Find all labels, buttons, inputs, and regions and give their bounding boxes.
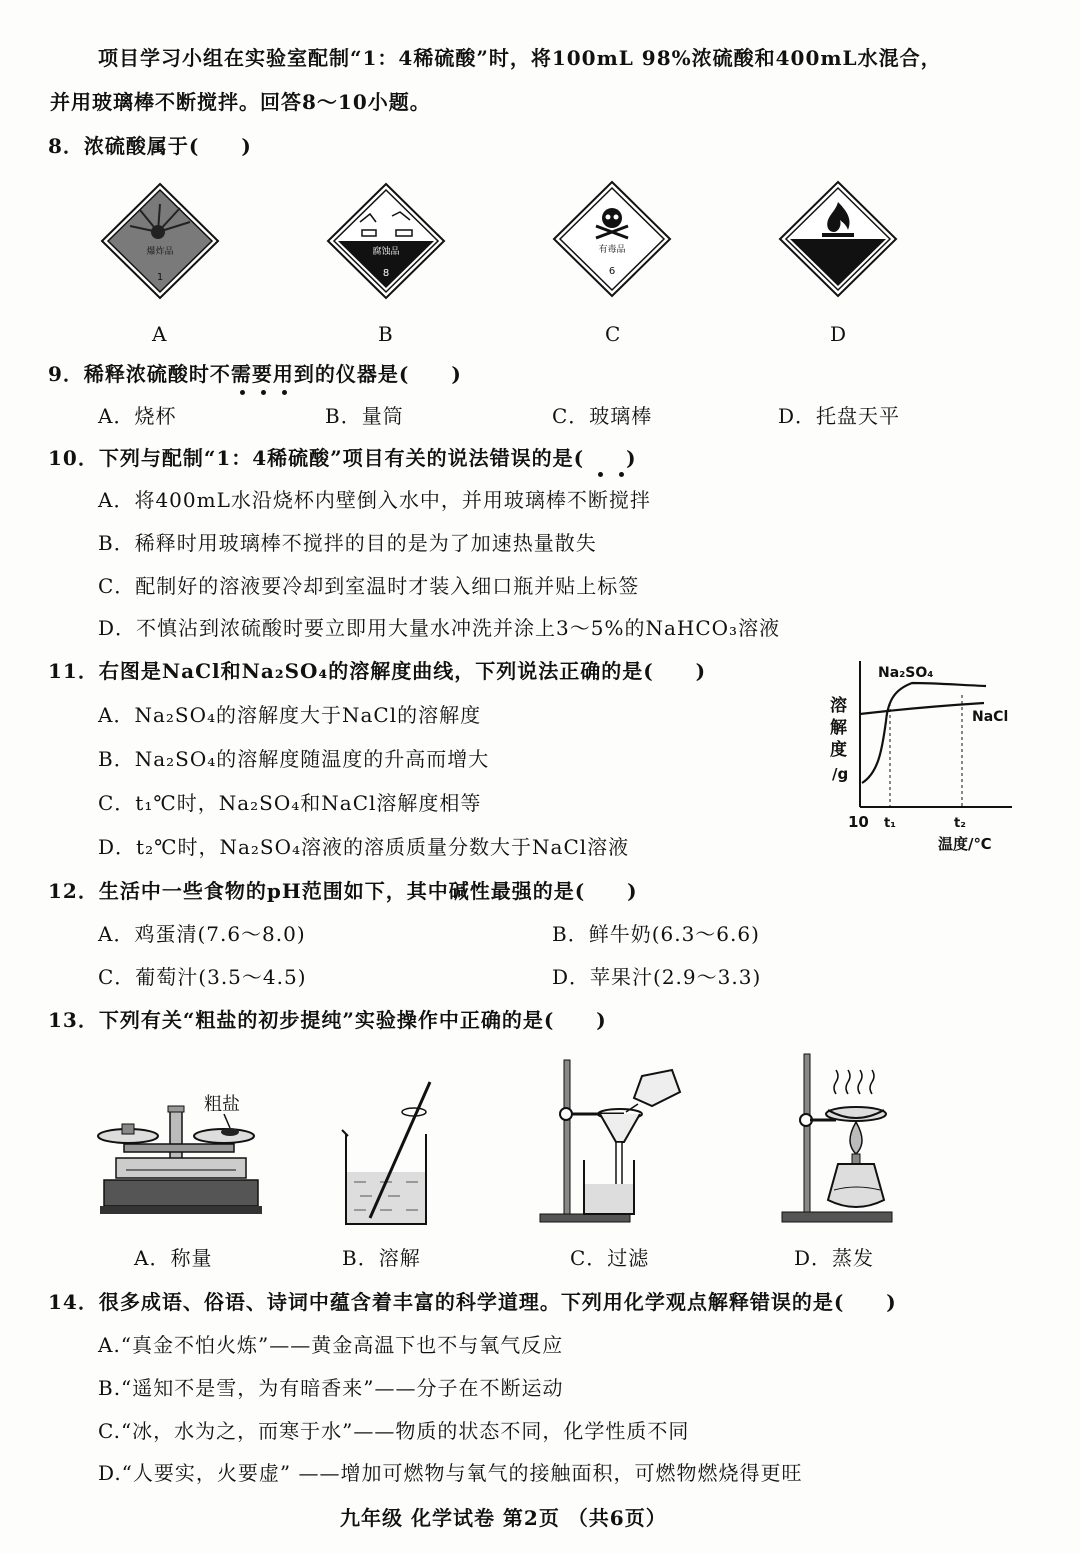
q10-option-a: A．将400mL水沿烧杯内壁倒入水中，并用玻璃棒不断搅拌 [98, 488, 651, 512]
emphasis-dots [598, 472, 628, 478]
q10-option-b: B．稀释时用玻璃棒不搅拌的目的是为了加速热量散失 [98, 531, 597, 555]
sign-b-number: 8 [382, 268, 390, 279]
q13-option-d: D．蒸发 [794, 1246, 875, 1270]
x-tick-t2: t₂ [954, 816, 966, 831]
q8-label-b: B [378, 322, 393, 346]
chart-xlabel: 温度/℃ [938, 835, 992, 853]
chart-ylabel-3: 度 [830, 740, 847, 760]
sign-b-text: 腐蚀品 [372, 247, 400, 257]
q8-label-d: D [830, 322, 847, 346]
emphasis-dots [240, 390, 300, 396]
x-tick-10: 10 [848, 813, 869, 831]
q13-option-b: B．溶解 [342, 1246, 421, 1270]
coarse-salt-label: 粗盐 [204, 1094, 240, 1115]
q14-option-d: D.“人要实，火要虚” ——增加可燃物与氧气的接触面积，可燃物燃烧得更旺 [98, 1461, 803, 1485]
q11-option-b: B．Na₂SO₄的溶解度随温度的升高而增大 [98, 747, 490, 771]
chart-ylabel-4: /g [832, 765, 849, 783]
sign-a-text: 爆炸品 [146, 247, 174, 257]
q8-label-c: C [605, 322, 621, 346]
q10-stem: 10．下列与配制“1：4稀硫酸”项目有关的说法错误的是( ) [48, 446, 637, 470]
balance-scale-icon [96, 1088, 266, 1228]
q13-option-c: C．过滤 [570, 1246, 650, 1270]
q9-option-d: D．托盘天平 [778, 404, 901, 428]
q14-option-c: C.“冰，水为之，而寒于水”——物质的状态不同，化学性质不同 [98, 1419, 690, 1443]
q11-option-a: A．Na₂SO₄的溶解度大于NaCl的溶解度 [98, 703, 482, 727]
toxic-hazard-sign-icon [552, 180, 672, 298]
q11-option-d: D．t₂℃时，Na₂SO₄溶液的溶质质量分数大于NaCl溶液 [98, 835, 630, 859]
series-label-nacl: NaCl [972, 709, 1009, 725]
q14-option-b: B.“遥知不是雪，为有暗香来”——分子在不断运动 [98, 1376, 564, 1400]
q9-option-c: C．玻璃棒 [552, 404, 653, 428]
q9-stem: 9．稀释浓硫酸时不需要用到的仪器是( ) [48, 362, 462, 386]
q10-option-d: D．不慎沾到浓硫酸时要立即用大量水冲洗并涂上3～5%的NaHCO₃溶液 [98, 616, 781, 640]
beaker-stirring-icon [336, 1078, 446, 1228]
solubility-chart [820, 655, 1020, 855]
x-tick-t1: t₁ [884, 816, 896, 831]
series-label-na2so4: Na₂SO₄ [878, 665, 934, 681]
q12-option-b: B．鲜牛奶(6.3～6.6) [552, 922, 760, 946]
q12-option-a: A．鸡蛋清(7.6～8.0) [98, 922, 306, 946]
explosive-hazard-sign-icon [100, 182, 220, 300]
q11-option-c: C．t₁℃时，Na₂SO₄和NaCl溶解度相等 [98, 791, 482, 815]
intro-line-2: 并用玻璃棒不断搅拌。回答8～10小题。 [50, 90, 431, 114]
nacl-curve [860, 703, 984, 714]
q12-option-d: D．苹果汁(2.9～3.3) [552, 965, 762, 989]
filtration-apparatus-icon [534, 1056, 704, 1226]
q9-option-a: A．烧杯 [98, 404, 177, 428]
q9-option-b: B．量筒 [325, 404, 404, 428]
chart-ylabel-2: 解 [830, 718, 847, 738]
page-footer: 九年级 化学试卷 第2页 （共6页） [340, 1506, 667, 1530]
sign-c-text: 有毒品 [598, 245, 626, 255]
chart-ylabel-1: 溶 [830, 696, 847, 716]
sign-c-number: 6 [608, 266, 616, 277]
q13-option-a: A．称量 [134, 1246, 213, 1270]
q11-stem: 11．右图是NaCl和Na₂SO₄的溶解度曲线，下列说法正确的是( ) [48, 659, 707, 683]
q12-stem: 12．生活中一些食物的pH范围如下，其中碱性最强的是( ) [48, 879, 638, 903]
q13-stem: 13．下列有关“粗盐的初步提纯”实验操作中正确的是( ) [48, 1008, 607, 1032]
q14-option-a: A.“真金不怕火炼”——黄金高温下也不与氧气反应 [98, 1333, 564, 1357]
intro-line-1: 项目学习小组在实验室配制“1：4稀硫酸”时，将100mL 98%浓硫酸和400mL水混合， [98, 46, 942, 70]
q12-option-c: C．葡萄汁(3.5～4.5) [98, 965, 307, 989]
flammable-hazard-sign-icon [778, 180, 898, 298]
corrosive-hazard-sign-icon [326, 182, 446, 300]
evaporation-apparatus-icon [776, 1050, 906, 1226]
q8-label-a: A [152, 322, 167, 346]
q8-stem: 8．浓硫酸属于( ) [48, 134, 252, 158]
na2so4-curve [862, 683, 986, 783]
sign-a-number: 1 [156, 272, 164, 283]
q14-stem: 14．很多成语、俗语、诗词中蕴含着丰富的科学道理。下列用化学观点解释错误的是( ) [48, 1290, 897, 1314]
q10-option-c: C．配制好的溶液要冷却到室温时才装入细口瓶并贴上标签 [98, 574, 640, 598]
